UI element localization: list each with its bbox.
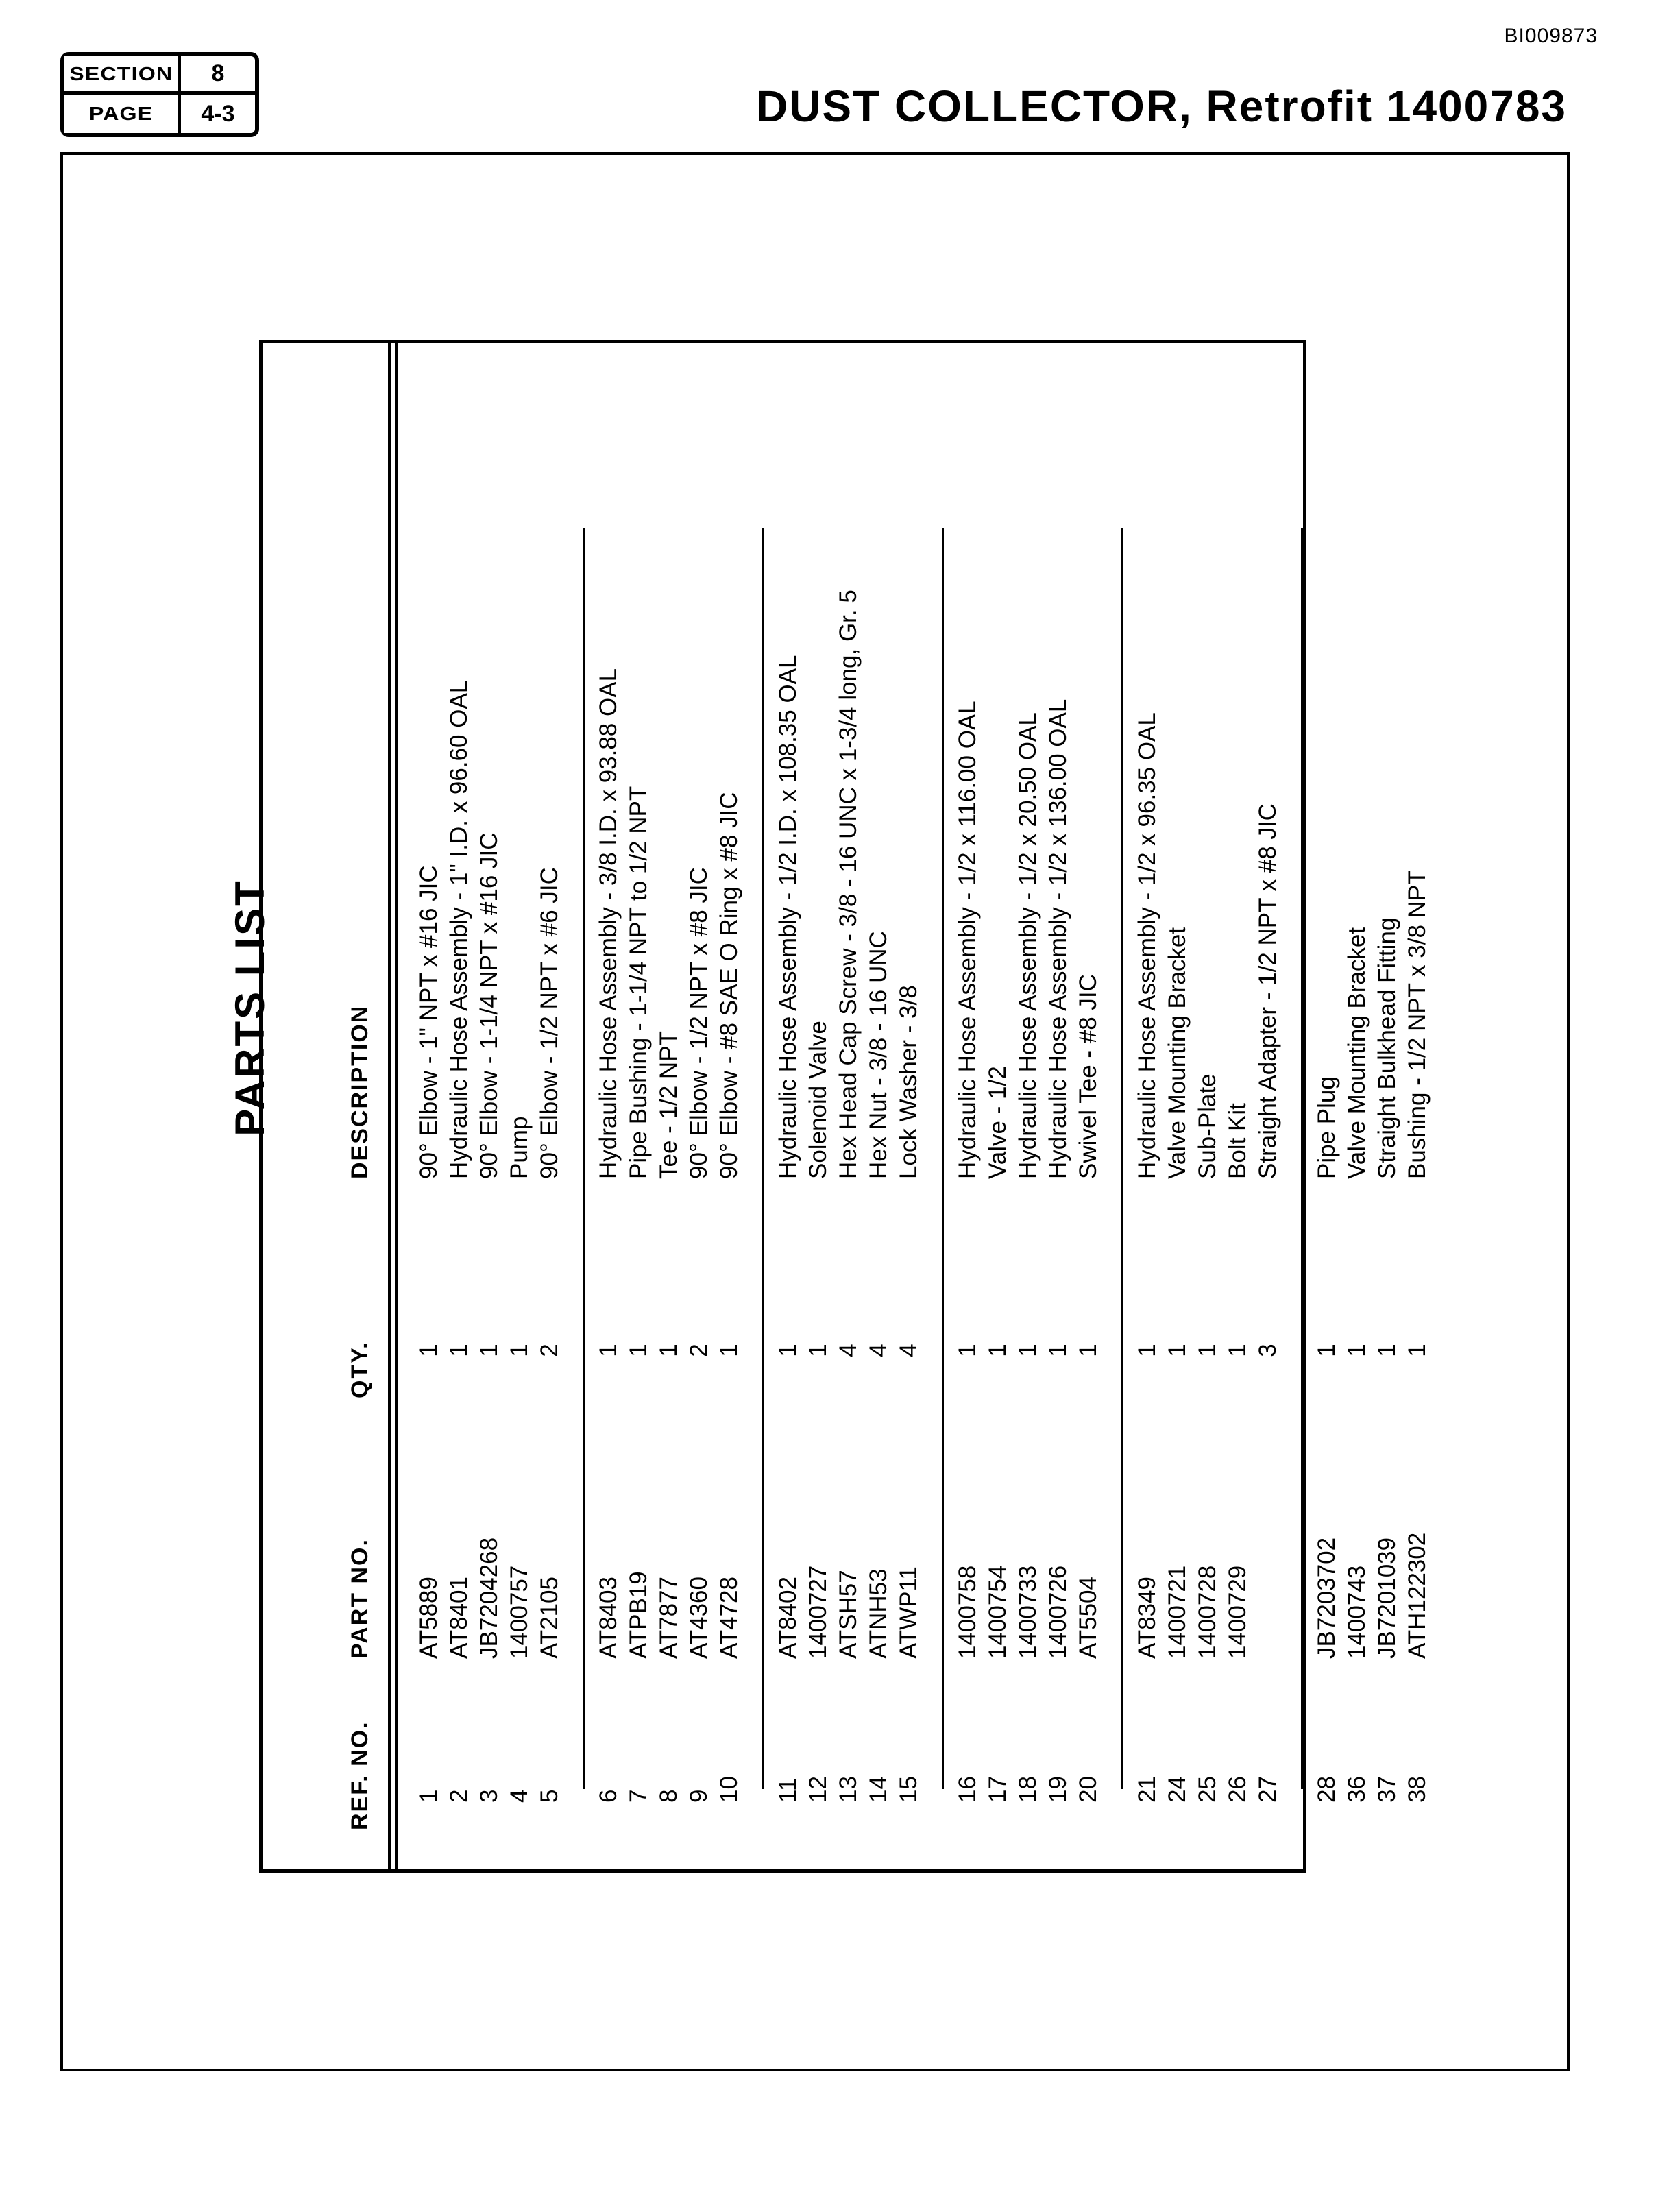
cell-ref: 7: [625, 1789, 652, 1803]
cell-ref: 16: [954, 1776, 981, 1803]
cell-ref: 20: [1075, 1776, 1101, 1803]
header-ref: REF. NO.: [347, 1721, 373, 1830]
cell-part: 1400726: [1045, 1565, 1071, 1659]
cell-part: AT5504: [1075, 1577, 1101, 1659]
table-row: [1402, 343, 1433, 1871]
cell-desc: Bolt Kit: [1224, 1103, 1251, 1179]
cell-ref: 9: [685, 1789, 712, 1803]
cell-desc: Pipe Plug: [1313, 1076, 1340, 1179]
cell-qty: 1: [1343, 1344, 1370, 1357]
cell-part: ATWP11: [895, 1566, 922, 1659]
cell-desc: Hydraulic Hose Assembly - 1/2 x 136.00 OAL: [1045, 698, 1071, 1179]
cell-desc: 90° Elbow - 1" NPT x #16 JIC: [415, 865, 442, 1179]
table-row: [1372, 343, 1402, 1871]
cell-desc: Sub-Plate: [1194, 1073, 1221, 1179]
cell-part: AT8349: [1134, 1577, 1160, 1659]
table-row: [414, 343, 444, 1871]
table-row: [654, 343, 684, 1871]
cell-part: JB7204268: [476, 1537, 502, 1659]
cell-desc: Valve Mounting Bracket: [1343, 927, 1370, 1179]
row-group: [1301, 343, 1442, 1871]
cell-ref: 18: [1014, 1776, 1041, 1803]
page-label: PAGE: [64, 95, 181, 133]
cell-desc: Bushing - 1/2 NPT x 3/8 NPT: [1404, 870, 1431, 1179]
row-group: [942, 343, 1113, 1871]
cell-part: ATH122302: [1404, 1532, 1431, 1659]
cell-qty: 1: [1194, 1344, 1221, 1357]
page-title: DUST COLLECTOR, Retrofit 1400783: [755, 82, 1567, 131]
cell-ref: 10: [716, 1776, 742, 1803]
cell-ref: 11: [775, 1777, 801, 1803]
cell-qty: 1: [476, 1344, 502, 1357]
cell-part: 1400728: [1194, 1565, 1221, 1659]
cell-desc: Hydraulic Hose Assembly - 1/2 x 20.50 OAL: [1014, 712, 1041, 1179]
table-row: [1193, 343, 1223, 1871]
cell-ref: 14: [865, 1776, 892, 1803]
cell-desc: Hex Head Cap Screw - 3/8 - 16 UNC x 1-3/4 long, Gr. 5: [835, 589, 862, 1179]
header-qty: QTY.: [347, 1341, 373, 1398]
cell-part: ATPB19: [625, 1571, 652, 1659]
group-separator: [942, 528, 944, 1789]
table-row: [803, 343, 833, 1871]
cell-qty: 2: [536, 1344, 563, 1357]
cell-ref: 26: [1224, 1776, 1251, 1803]
header-part: PART NO.: [347, 1538, 373, 1659]
section-label: SECTION: [64, 56, 181, 95]
table-row: [953, 343, 983, 1871]
cell-qty: 1: [595, 1344, 622, 1357]
cell-qty: 1: [1164, 1344, 1191, 1357]
cell-qty: 2: [685, 1344, 712, 1357]
cell-ref: 25: [1194, 1776, 1221, 1803]
cell-ref: 15: [895, 1776, 922, 1803]
header-desc: DESCRIPTION: [347, 1004, 373, 1179]
cell-ref: 38: [1404, 1776, 1431, 1803]
cell-part: 1400721: [1164, 1565, 1191, 1659]
cell-ref: 2: [446, 1789, 472, 1803]
cell-desc: 90° Elbow - 1/2 NPT x #6 JIC: [536, 867, 563, 1179]
cell-ref: 36: [1343, 1776, 1370, 1803]
cell-qty: 1: [1134, 1344, 1160, 1357]
table-row: [714, 343, 744, 1871]
cell-qty: 1: [625, 1344, 652, 1357]
group-separator: [762, 528, 764, 1789]
cell-qty: 1: [716, 1344, 742, 1357]
cell-desc: Hydraulic Hose Assembly - 1/2 x 96.35 OAL: [1134, 712, 1160, 1179]
cell-desc: Swivel Tee - #8 JIC: [1075, 974, 1101, 1179]
cell-part: AT8401: [446, 1577, 472, 1659]
table-row: [594, 343, 624, 1871]
cell-part: ATSH57: [835, 1570, 862, 1659]
table-row: [624, 343, 654, 1871]
cell-part: AT2105: [536, 1577, 563, 1659]
table-row: [1043, 343, 1073, 1871]
cell-qty: 1: [1224, 1344, 1251, 1357]
table-row: [833, 343, 864, 1871]
cell-desc: Pipe Bushing - 1-1/4 NPT to 1/2 NPT: [625, 786, 652, 1179]
cell-qty: 1: [446, 1344, 472, 1357]
cell-desc: Hydraulic Hose Assembly - 1/2 x 116.00 OAL: [954, 701, 981, 1179]
cell-ref: 17: [984, 1776, 1011, 1803]
cell-desc: Solenoid Valve: [805, 1021, 831, 1179]
table-row: [474, 343, 504, 1871]
document-id: BI009873: [1504, 25, 1598, 47]
cell-desc: Hydraulic Hose Assembly - 1/2 I.D. x 108.35 OAL: [775, 655, 801, 1179]
cell-qty: 1: [984, 1344, 1011, 1357]
cell-desc: Tee - 1/2 NPT: [655, 1031, 682, 1179]
cell-ref: 13: [835, 1776, 862, 1803]
cell-ref: 24: [1164, 1776, 1191, 1803]
table-row: [1132, 343, 1162, 1871]
section-value: 8: [181, 56, 255, 95]
cell-ref: 4: [506, 1789, 533, 1803]
table-row: [1162, 343, 1193, 1871]
cell-qty: 1: [1313, 1344, 1340, 1357]
cell-qty: 1: [1075, 1344, 1101, 1357]
parts-list-heading: PARTS LIST: [227, 879, 273, 1136]
table-row: [1253, 343, 1283, 1871]
cell-desc: Straight Bulkhead Fitting: [1374, 917, 1400, 1179]
table-row: [1013, 343, 1043, 1871]
cell-desc: Pump: [506, 1116, 533, 1179]
cell-ref: 3: [476, 1789, 502, 1803]
cell-desc: Valve Mounting Bracket: [1164, 927, 1191, 1179]
cell-part: 1400727: [805, 1565, 831, 1659]
row-group: [403, 343, 574, 1871]
cell-ref: 37: [1374, 1776, 1400, 1803]
group-separator: [583, 528, 585, 1789]
cell-ref: 28: [1313, 1776, 1340, 1803]
cell-desc: 90° Elbow - 1/2 NPT x #8 JIC: [685, 867, 712, 1179]
cell-ref: 19: [1045, 1776, 1071, 1803]
cell-ref: 6: [595, 1789, 622, 1803]
cell-ref: 12: [805, 1776, 831, 1803]
row-group: [1121, 343, 1293, 1871]
cell-desc: Valve - 1/2: [984, 1066, 1011, 1179]
table-row: [535, 343, 565, 1871]
table-row: [444, 343, 474, 1871]
cell-qty: 1: [1374, 1344, 1400, 1357]
cell-qty: 1: [655, 1344, 682, 1357]
table-row: [1073, 343, 1104, 1871]
cell-part: 1400733: [1014, 1565, 1041, 1659]
cell-desc: Hydraulic Hose Assembly - 1" I.D. x 96.60 OAL: [446, 679, 472, 1179]
cell-ref: 1: [415, 1789, 442, 1803]
cell-qty: 1: [1045, 1344, 1071, 1357]
cell-desc: Hex Nut - 3/8 - 16 UNC: [865, 931, 892, 1179]
table-row: [1312, 343, 1342, 1871]
cell-desc: 90° Elbow - #8 SAE O Ring x #8 JIC: [716, 792, 742, 1179]
cell-desc: Hydraulic Hose Assembly - 3/8 I.D. x 93.88 OAL: [595, 668, 622, 1179]
cell-part: 1400743: [1343, 1565, 1370, 1659]
cell-ref: 21: [1134, 1776, 1160, 1803]
cell-part: 1400729: [1224, 1565, 1251, 1659]
page-value: 4-3: [201, 100, 235, 127]
cell-part: AT5889: [415, 1577, 442, 1659]
cell-qty: 1: [1404, 1344, 1431, 1357]
cell-desc: Lock Washer - 3/8: [895, 985, 922, 1179]
cell-part: 1400758: [954, 1565, 981, 1659]
cell-qty: 1: [415, 1344, 442, 1357]
cell-part: JB7203702: [1313, 1537, 1340, 1659]
table-row: [894, 343, 924, 1871]
cell-qty: 1: [805, 1344, 831, 1357]
table-row: [1223, 343, 1253, 1871]
group-separator: [1121, 528, 1123, 1789]
section-page-box: [60, 52, 259, 137]
cell-part: AT8403: [595, 1577, 622, 1659]
cell-desc: 90° Elbow - 1-1/4 NPT x #16 JIC: [476, 832, 502, 1179]
cell-qty: 4: [895, 1344, 922, 1357]
cell-ref: 27: [1254, 1776, 1281, 1803]
table-row: [504, 343, 535, 1871]
cell-qty: 1: [775, 1344, 801, 1357]
row-group: [762, 343, 934, 1871]
cell-qty: 4: [835, 1344, 862, 1357]
cell-part: AT8402: [775, 1577, 801, 1659]
cell-part: 1400754: [984, 1565, 1011, 1659]
row-group: [583, 343, 754, 1871]
cell-part: AT4728: [716, 1577, 742, 1659]
cell-part: AT4360: [685, 1577, 712, 1659]
table-header: [328, 343, 389, 1871]
cell-desc: Straight Adapter - 1/2 NPT x #8 JIC: [1254, 803, 1281, 1179]
table-row: [684, 343, 714, 1871]
cell-part: JB7201039: [1374, 1537, 1400, 1659]
cell-qty: 3: [1254, 1344, 1281, 1357]
cell-part: 1400757: [506, 1565, 533, 1659]
table-row: [864, 343, 894, 1871]
cell-part: ATNH53: [865, 1568, 892, 1659]
cell-qty: 1: [1014, 1344, 1041, 1357]
cell-qty: 1: [506, 1344, 533, 1357]
table-row: [773, 343, 803, 1871]
cell-qty: 4: [865, 1344, 892, 1357]
table-row: [983, 343, 1013, 1871]
cell-ref: 5: [536, 1789, 563, 1803]
cell-ref: 8: [655, 1789, 682, 1803]
cell-part: AT7877: [655, 1577, 682, 1659]
parts-table: [328, 343, 1431, 1871]
group-separator: [1301, 528, 1303, 1789]
cell-qty: 1: [954, 1344, 981, 1357]
table-row: [1342, 343, 1372, 1871]
header-rule: [388, 343, 398, 1871]
